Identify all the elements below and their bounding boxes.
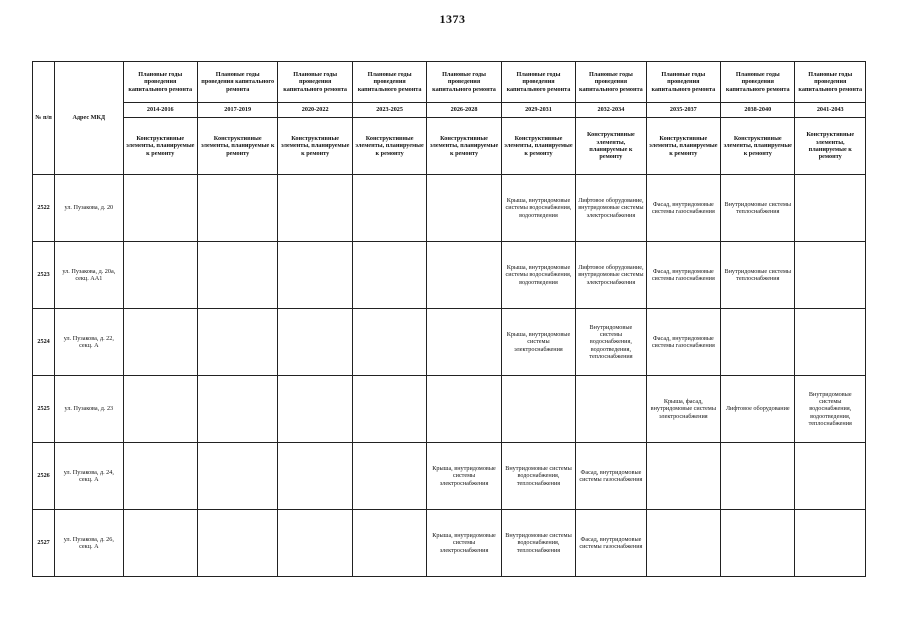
table-cell bbox=[576, 376, 646, 443]
period-title: Плановые годы проведения капитального ремонта bbox=[646, 62, 720, 103]
table-cell bbox=[721, 510, 795, 577]
table-cell: Внутридомовые системы водоснабжения, теплоснабжения bbox=[501, 510, 575, 577]
table-cell bbox=[795, 510, 866, 577]
table-row bbox=[33, 443, 866, 510]
capital-repair-plan-table bbox=[32, 61, 866, 577]
table-cell bbox=[352, 443, 426, 510]
table-cell bbox=[123, 376, 197, 443]
table-cell: Лифтовое оборудование, внутридомовые системы электроснабжения bbox=[576, 242, 646, 309]
table-cell bbox=[123, 510, 197, 577]
table-cell: Крыша, внутридомовые системы водоснабжения, водоотведения bbox=[501, 242, 575, 309]
period-years: 2038-2040 bbox=[721, 103, 795, 118]
row-number: 2523 bbox=[33, 242, 55, 309]
table-row bbox=[33, 376, 866, 443]
table-cell bbox=[278, 443, 352, 510]
header-subtitle-row bbox=[33, 118, 866, 175]
table-cell bbox=[352, 309, 426, 376]
period-title: Плановые годы проведения капитального ремонта bbox=[501, 62, 575, 103]
period-years: 2041-2043 bbox=[795, 103, 866, 118]
table-cell: Внутридомовые системы водоснабжения, теплоснабжения bbox=[501, 443, 575, 510]
table-cell bbox=[352, 510, 426, 577]
row-address: ул. Пузакова, д. 23 bbox=[55, 376, 123, 443]
table-cell: Крыша, внутридомовые системы электроснабжения bbox=[501, 309, 575, 376]
period-title: Плановые годы проведения капитального ремонта bbox=[427, 62, 501, 103]
table-cell: Крыша, внутридомовые системы водоснабжения, водоотведения bbox=[501, 175, 575, 242]
table-cell bbox=[278, 376, 352, 443]
table-cell bbox=[123, 242, 197, 309]
table-cell: Фасад, внутридомовые системы газоснабжения bbox=[646, 309, 720, 376]
table-cell bbox=[795, 443, 866, 510]
period-title: Плановые годы проведения капитального ремонта bbox=[123, 62, 197, 103]
table-cell bbox=[197, 443, 277, 510]
period-subtitle: Конструктивные элементы, планируемые к ремонту bbox=[123, 118, 197, 175]
row-address: ул. Пузакова, д. 22, секц. А bbox=[55, 309, 123, 376]
table-cell bbox=[352, 242, 426, 309]
table-cell: Лифтовое оборудование bbox=[721, 376, 795, 443]
table-cell bbox=[123, 443, 197, 510]
table-cell bbox=[795, 242, 866, 309]
table-cell: Фасад, внутридомовые системы газоснабжения bbox=[646, 242, 720, 309]
row-number: 2524 bbox=[33, 309, 55, 376]
period-title: Плановые годы проведения капитального ремонта bbox=[278, 62, 352, 103]
period-years: 2023-2025 bbox=[352, 103, 426, 118]
table-cell: Крыша, внутридомовые системы электроснабжения bbox=[427, 510, 501, 577]
period-years: 2035-2037 bbox=[646, 103, 720, 118]
table-cell bbox=[123, 175, 197, 242]
table-cell bbox=[352, 376, 426, 443]
period-subtitle: Конструктивные элементы, планируемые к ремонту bbox=[721, 118, 795, 175]
table-row bbox=[33, 242, 866, 309]
period-years: 2020-2022 bbox=[278, 103, 352, 118]
table-cell bbox=[197, 175, 277, 242]
table-cell bbox=[197, 510, 277, 577]
row-address: ул. Пузакова, д. 24, секц. А bbox=[55, 443, 123, 510]
table-cell bbox=[197, 309, 277, 376]
period-title: Плановые годы проведения капитального ремонта bbox=[197, 62, 277, 103]
header-years-row bbox=[33, 103, 866, 118]
table-cell: Внутридомовые системы теплоснабжения bbox=[721, 242, 795, 309]
table-cell: Внутридомовые системы водоснабжения, водоотведения, теплоснабжения bbox=[576, 309, 646, 376]
row-number: 2522 bbox=[33, 175, 55, 242]
period-subtitle: Конструктивные элементы, планируемые к ремонту bbox=[278, 118, 352, 175]
period-subtitle: Конструктивные элементы, планируемые к ремонту bbox=[352, 118, 426, 175]
table-cell bbox=[427, 242, 501, 309]
table-cell bbox=[427, 376, 501, 443]
table-row bbox=[33, 510, 866, 577]
table-cell bbox=[197, 376, 277, 443]
period-subtitle: Конструктивные элементы, планируемые к ремонту bbox=[646, 118, 720, 175]
header-title-row bbox=[33, 62, 866, 103]
period-years: 2017-2019 bbox=[197, 103, 277, 118]
table-cell bbox=[278, 309, 352, 376]
table-cell bbox=[795, 309, 866, 376]
page-number: 1373 bbox=[439, 12, 466, 26]
period-years: 2026-2028 bbox=[427, 103, 501, 118]
row-number: 2526 bbox=[33, 443, 55, 510]
period-title: Плановые годы проведения капитального ремонта bbox=[795, 62, 866, 103]
table-cell: Внутридомовые системы водоснабжения, водоотведения, теплоснабжения bbox=[795, 376, 866, 443]
table-cell: Фасад, внутридомовые системы газоснабжения bbox=[576, 510, 646, 577]
table-cell bbox=[646, 443, 720, 510]
table-cell bbox=[278, 510, 352, 577]
period-title: Плановые годы проведения капитального ремонта bbox=[576, 62, 646, 103]
row-address: ул. Пузакова, д. 20 bbox=[55, 175, 123, 242]
table-cell: Внутридомовые системы теплоснабжения bbox=[721, 175, 795, 242]
table-cell bbox=[721, 443, 795, 510]
table-cell bbox=[501, 376, 575, 443]
table-cell bbox=[123, 309, 197, 376]
row-number: 2525 bbox=[33, 376, 55, 443]
table-cell bbox=[352, 175, 426, 242]
table-cell: Фасад, внутридомовые системы газоснабжения bbox=[646, 175, 720, 242]
table-cell: Крыша, внутридомовые системы электроснабжения bbox=[427, 443, 501, 510]
period-subtitle: Конструктивные элементы, планируемые к ремонту bbox=[427, 118, 501, 175]
table-cell: Крыша, фасад, внутридомовые системы электроснабжения bbox=[646, 376, 720, 443]
table-cell bbox=[427, 309, 501, 376]
table-cell bbox=[427, 175, 501, 242]
table-cell bbox=[795, 175, 866, 242]
row-number: 2527 bbox=[33, 510, 55, 577]
period-years: 2029-2031 bbox=[501, 103, 575, 118]
period-subtitle: Конструктивные элементы, планируемые к ремонту bbox=[197, 118, 277, 175]
table-cell bbox=[278, 175, 352, 242]
header-address: Адрес МКД bbox=[55, 62, 123, 175]
period-subtitle: Конструктивные элементы, планируемые к ремонту bbox=[501, 118, 575, 175]
table-cell bbox=[197, 242, 277, 309]
period-subtitle: Конструктивные элементы, планируемые к ремонту bbox=[795, 118, 866, 175]
table-row bbox=[33, 309, 866, 376]
table-cell bbox=[721, 309, 795, 376]
row-address: ул. Пузакова, д. 26, секц. А bbox=[55, 510, 123, 577]
table-cell: Лифтовое оборудование, внутридомовые системы электроснабжения bbox=[576, 175, 646, 242]
header-number: № п/п bbox=[33, 62, 55, 175]
period-title: Плановые годы проведения капитального ремонта bbox=[721, 62, 795, 103]
period-years: 2032-2034 bbox=[576, 103, 646, 118]
table-cell bbox=[278, 242, 352, 309]
period-title: Плановые годы проведения капитального ремонта bbox=[352, 62, 426, 103]
table-cell: Фасад, внутридомовые системы газоснабжения bbox=[576, 443, 646, 510]
period-years: 2014-2016 bbox=[123, 103, 197, 118]
row-address: ул. Пузакова, д. 20а, секц. АА1 bbox=[55, 242, 123, 309]
period-subtitle: Конструктивные элементы, планируемые к ремонту bbox=[576, 118, 646, 175]
table-row bbox=[33, 175, 866, 242]
table-cell bbox=[646, 510, 720, 577]
